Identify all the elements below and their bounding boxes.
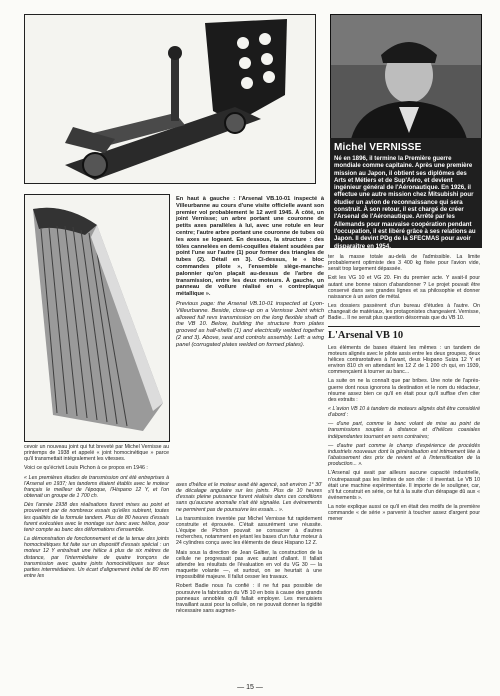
portrait-photo (330, 14, 482, 140)
col2-paragraph-1: axes d'hélice et le moteur avait été agencé, soit environ 1° 30' de décalage angulaire sur les joints. Plus de 10 heures d'essais pleine puissance furent réalisés dans ces conditions sans qu'aucune anomalie n'ait été signalée. Les événements ne permirent pas de poursuivre les essais... ». (176, 482, 322, 513)
wing-panel-illustration (25, 195, 169, 441)
col3-paragraph-6: « L'avion VB 10 à tandem de moteurs alignés doit être considéré d'abord : (328, 405, 480, 419)
col3-paragraph-1: ter la masse totale au-delà de l'admissible. La limite probablement optimiste des 3 400 kg fixée pour l'avion vide, serait trop largement dépassée. (328, 254, 480, 273)
text-column-3 (328, 254, 480, 526)
caption-english: Previous page: the Arsenal VB.10-01 inspected at Lyon-Villeurbanne. Beside, close-up on a Vernisse Joint which allowed full revs transmission on the long flexible shaft of the VB 10. Below, building the structure from plates grooved as half-shells (1) and electrically welded together (2 and 3). Above, seat and controls assembly. Left: a wing panel (corrugated plates welded on formed plates). (176, 300, 324, 348)
col2-paragraph-4: Robert Badie nous l'a confié : il ne fut pas possible de poursuivre la fabrication du VB 10 en bois à cause des grands panneaux annoblés qu'il fallait employer. Les menuisiers travaillant aussi pour la cellule, on ne pouvait donner la rigidité nécessaire sans augmen- (176, 583, 322, 614)
biography-box (330, 138, 482, 248)
col2-paragraph-2: La transmission inventée par Michel Vernisse fut rapidement construite et éprouvée. C'était assurément une réussite. L'équipe de Pichon pouvait se consacrer à d'autres recherches, notamment en jetant les bases d'un futur moteur à 24 cylindres conçu avec les éléments de deux Hispano 12 Z. (176, 515, 322, 547)
col3-paragraph-8: — d'autre part comme le champ d'expérience de procédés industriels nouveaux dont la généralisation est intimement liée à l'abaissement des prix de revient et à l'intensification de la production... ». (328, 442, 480, 468)
text-column-2 (176, 482, 322, 617)
section-heading: L'Arsenal VB 10 (328, 326, 480, 341)
seat-controls-photo (24, 14, 316, 184)
col3-paragraph-3: Les dossiers passèrent d'un bureau d'études à l'autre. On changeait de matériaux, les protagonistes changeaient. Vernisse, Badie... Il ne serait plus question désormais que du VB 10. (328, 303, 480, 322)
col3-paragraph-5: La suite on ne la connaît que par bribes. Une note de l'après-guerre dont nous ignorons la destination et le nom du rédacteur, résume assez bien ce qu'il en était pour qu'il suffise d'en citer des extraits : (328, 378, 480, 403)
col1-paragraph-5: La démonstration de fonctionnement et de la tenue des joints homocinétiques fut faite sur un dispositif d'essais spécial : un moteur 12 Y entraînait une hélice à plus de six mètres de distance, par l'intermédiaire de quatre tronçons de transmission avec quatre joints homocinétiques sur deux parties intermédiaires. Un écart d'alignement initial de 80 mm entre les (24, 536, 169, 579)
col3-paragraph-9: L'Arsenal qui avait par ailleurs aucune capacité industrielle, n'outrepassait pas les limites de son rôle : il inventait. Le VB 10 était une machine expérimentale. Il importe de le souligner, car, s'il fut construit en série, ce fut à la suite d'un dérapage dû aux « événements ». (328, 470, 480, 501)
biography-name: Michel VERNISSE (334, 142, 422, 153)
col1-paragraph-2: Voici ce qu'écrivit Louis Pichon à ce propos en 1946 : (24, 465, 148, 472)
portrait-illustration (331, 15, 481, 139)
col3-paragraph-7: — d'une part, comme le banc volant de mise au point de transmissions souples à distance et d'hélices coaxiales indépendantes tournant en sens contraires; (328, 421, 480, 440)
text-column-1 (24, 444, 169, 582)
page-number: — 15 — (237, 684, 263, 691)
seat-controls-illustration (25, 15, 315, 183)
col2-paragraph-3: Mais sous la direction de Jean Galtier, la construction de la cellule ne progressait pas avec autant d'allant. Il fallait attendre les résultats de l'évaluation en vol du VG 30 — la maquette volante —, et surtout, on se heurtait à une impossibilité majeure. Il fallut cesser les travaux. (176, 549, 322, 581)
col1-paragraph-4: Dès l'année 1938 des réalisations furent mises au point et prouvèrent par de nombreux essais qu'elles subirent, toutes les qualités de la formule tandem. Plus de 80 heures d'essais furent exécutées avec le montage sur banc avec hélice, pour tenir compte au banc des déformations d'ensemble. (24, 502, 169, 533)
wing-panel-photo (24, 194, 170, 442)
col1-paragraph-1: cevoir un nouveau joint qui fut breveté par Michel Vernisse au printemps de 1938 et appelé « joint homocinétique » parce qu'il transmettait intégralement les vitesses. (24, 444, 169, 463)
biography-text: Né en 1896, il termine la Première guerre mondiale comme capitaine. Après une première mission au Japon, il obtient ses diplômes des Arts et Métiers et de Sup'Aéro, et devient ingénieur général de l'Aéronautique. En 1926, il effectue une autre mission chez Mitsubishi pour étudier un avion de reconnaissance qui sera construit. À son retour, il est chargé de créer l'Arsenal de l'Aéronautique. Arrêté par les Allemands pour mauvaise coopération pendant l'occupation, il est libéré grâce à ses relations au Japon. Il devint PDg de la SFECMAS pour avoir disparaître en 1954. (334, 155, 476, 250)
col3-paragraph-10: La note explique aussi ce qu'il en était des motifs de la première commande « de série » parvenir à toucher assez d'argent pour mener (328, 504, 480, 523)
col3-paragraph-4: Les éléments de bases étaient les mêmes : un tandem de moteurs alignés avec le pilote assis entre les deux groupes, deux hélices contrarotatives à l'avant, deux Hispano Suiza 12 Y et environ 810 ch en attendant les 12 Z de 1 200 ch qui, en 1939, commençaient à tourner au banc... (328, 344, 480, 376)
caption-block (176, 196, 324, 352)
col1-paragraph-3: « Les premières études de transmission ont été entreprises à l'Arsenal en 1937; les tandems étaient établis avec le moteur français le meilleur de l'époque, l'Hispano 12 Y, et l'on obtenait un groupe de 1 700 ch. (24, 474, 169, 500)
col3-paragraph-2: Exit les VG 10 et VG 20. Fin du premier acte. Y avait-il pour autant une bonne raison d'abandonner ? Le projet pouvait être conservé dans ses grandes lignes et sa philosophie et donner naissance à un avion de métal. (328, 275, 480, 300)
caption-french: En haut à gauche : l'Arsenal VB.10-01 inspecté à Villeurbanne au cours d'une visite officielle avant son premier vol probablement le 12 avril 1945. À côté, un joint Vernisse; un arbre portant une couronne de petits axes parallèles à lui, avec une rotule en leur centre; l'autre arbre portant une couronne de tubes où les axes se logeant. En dessous, la structure : des tôles cannelées en demi-coquilles étaient soudées par point l'une sur l'autre (1) pour former des triangles de tubes (2). Détail en 3). Ci-dessus, le « bloc commandes pilote », l'ensemble siège-manche-palonnier qu'on plaçait au-dessus de l'arbre de transmission, entre les deux moteurs. À gauche, un panneau de voilure réalisé en « contreplaqué métallique ». (176, 196, 324, 298)
